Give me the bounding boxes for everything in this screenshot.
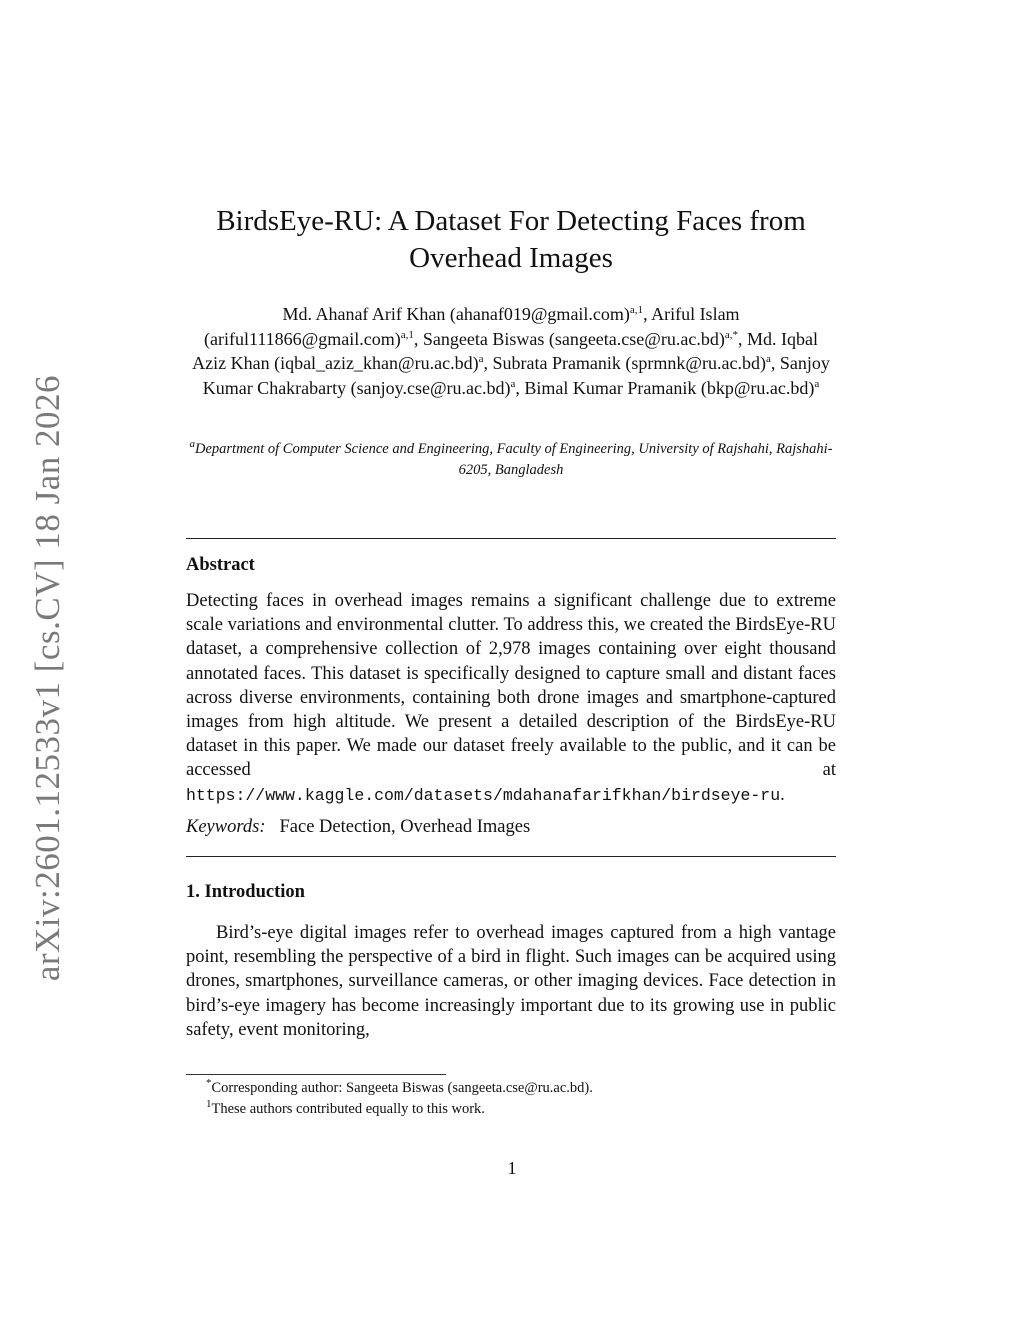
keywords-text: Face Detection, Overhead Images	[279, 817, 531, 837]
abstract-body: Detecting faces in overhead images remains a significant challenge due to extreme scale variations and environmental clutter. To address this, we created the BirdsEye-RU dataset, a comprehensive collection of 2,978 images containing over eight thousand annotated faces. This dataset is specifically designed to capture small and distant faces across diverse environments, containing both drone images and smartphone-captured images from high altitude. We present a detailed description of the BirdsEye-RU dataset in this paper. We made our dataset freely available to the public, and it can be accessed at https://www.kaggle.com/datasets/mdahanafarifkhan/birdseye-ru.	[186, 591, 836, 805]
author: Sanjoy Kumar Chakrabarty (sanjoy.cse@ru.ac.bd)$^a$,	[202, 353, 830, 398]
author: Ariful Islam (ariful111866@gmail.com)$^{a,1}$,	[204, 304, 740, 349]
abstract-heading: Abstract	[186, 555, 255, 575]
paper-title	[186, 203, 836, 277]
abstract-text: Detecting faces in overhead images remains a significant challenge due to extreme scale variations and environmental clutter. To address this, we created the BirdsEye-RU dataset, a comprehensive collection of 2,978 images containing over eight thousand annotated faces. This dataset is specifically designed to capture small and distant faces across diverse environments, containing both drone images and smartphone-captured images from high altitude. We present a detailed description of the BirdsEye-RU dataset in this paper. We made our dataset freely available to the public, and it can be accessed at	[186, 591, 836, 781]
abstract-top-rule	[186, 538, 836, 539]
title-line-1: BirdsEye-RU: A Dataset For Detecting Faces from	[216, 205, 806, 237]
footnote-rule	[186, 1074, 446, 1075]
affiliation	[186, 439, 836, 481]
keywords	[186, 817, 530, 838]
author: Md. Ahanaf Arif Khan (ahanaf019@gmail.com)$^{a,1}$,	[282, 304, 652, 324]
footnotes	[206, 1078, 593, 1120]
arxiv-identifier: arXiv:2601.12533v1 [cs.CV] 18 Jan 2026	[28, 375, 67, 982]
keywords-label: Keywords:	[186, 817, 266, 837]
author: Sangeeta Biswas (sangeeta.cse@ru.ac.bd)$^{a,*}$,	[422, 328, 747, 349]
affiliation-text: Department of Computer Science and Engineering, Faculty of Engineering, University of Rajshahi, Rajshahi-6205, Bangladesh	[195, 441, 833, 478]
dataset-url-link[interactable]: https://www.kaggle.com/datasets/mdahanafarifkhan/birdseye-ru	[186, 785, 781, 805]
title-line-2: Overhead Images	[409, 242, 613, 274]
author-list	[186, 302, 836, 400]
introduction-paragraph: Bird’s-eye digital images refer to overhead images captured from a high vantage point, resembling the perspective of a bird in flight. Such images can be acquired using drones, smartphones, surveillance cameras, or other imaging devices. Face detection in bird’s-eye imagery has become increasingly important due to its growing use in public safety, event monitoring,	[186, 923, 836, 1040]
author: Subrata Pramanik (sprmnk@ru.ac.bd)$^a$,	[492, 353, 780, 373]
abstract-bottom-rule	[186, 856, 836, 857]
section-heading-introduction: 1. Introduction	[186, 882, 305, 902]
author: Md. Iqbal Aziz Khan (iqbal_aziz_khan@ru.ac.bd)$^a$,	[192, 328, 818, 373]
footnote-equal-contribution: $^1$These authors contributed equally to this work.	[206, 1098, 485, 1117]
footnote-corresponding: *Corresponding author: Sangeeta Biswas (sangeeta.cse@ru.ac.bd).	[206, 1077, 593, 1096]
page-number: 1	[507, 1158, 517, 1178]
author: Bimal Kumar Pramanik (bkp@ru.ac.bd)$^a$	[524, 377, 820, 398]
affiliation-marker: a	[189, 438, 195, 451]
